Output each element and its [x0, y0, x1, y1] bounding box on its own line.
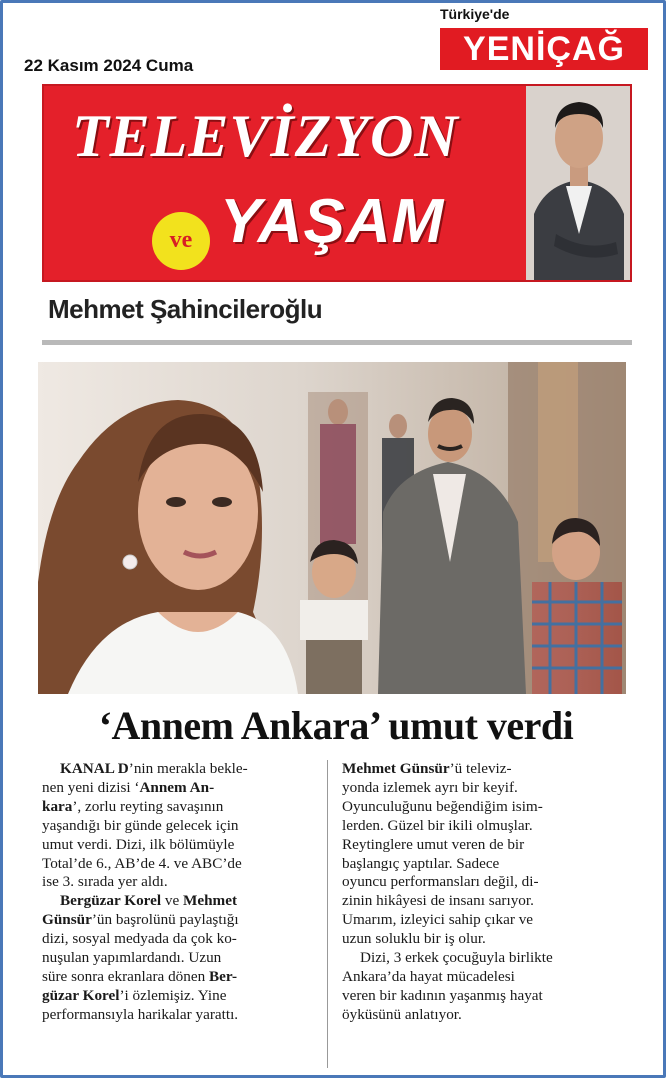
text-line: güzar Korel’i özlemişiz. Yine [42, 986, 227, 1004]
section-connector-badge: ve [152, 212, 210, 270]
text-line: nen yeni dizisi ‘Annem An- [42, 778, 215, 796]
author-photo [526, 84, 632, 282]
text-line: Umarım, izleyici sahip çıkar ve [342, 911, 534, 929]
section-banner [42, 84, 632, 282]
column-divider [327, 760, 328, 1068]
text-line: Total’de 6., AB’de 4. ve ABC’de [42, 854, 242, 872]
article-column-right [342, 760, 610, 1025]
article-column-left [42, 760, 310, 1025]
text-line: başlangıç yaptılar. Sadece [342, 854, 500, 872]
text-line: uzun soluklu bir iş olur. [342, 930, 486, 948]
text-line: dizi, sosyal medyada da çok ko- [42, 930, 237, 948]
text-line: Oyunculuğunu beğendiğim isim- [342, 797, 543, 815]
text-line: yonda izlemek ayrı bir keyif. [342, 778, 518, 796]
text-line: yaşandığı bir günde gelecek için [42, 816, 239, 834]
text-line: Günsür’ün başrolünü paylaştığı [42, 911, 239, 929]
text-line: umut verdi. Dizi, ilk bölümüyle [42, 835, 235, 853]
text-line: Ankara’da hayat mücadelesi [342, 967, 515, 985]
article-photo [38, 362, 626, 694]
text-line: Reytinglere umut veren de bir [342, 835, 525, 853]
author-byline: Mehmet Şahincileroğlu [48, 294, 323, 324]
text-line: nuşulan yapımlardandı. Uzun [42, 949, 222, 967]
text-line: lerden. Güzel bir ikili olmuşlar. [342, 816, 533, 834]
section-title-line1: TELEVİZYON [72, 103, 459, 169]
text-line: performansıyla harikalar yarattı. [42, 1005, 239, 1023]
section-title-line2: YAŞAM [220, 187, 445, 256]
text-line: süre sonra ekranlara dönen Ber- [42, 967, 238, 985]
brand-logo: YENİÇAĞ [440, 28, 648, 70]
text-line: Mehmet Günsür’ü televiz- [342, 760, 512, 777]
text-line: öyküsünü anlatıyor. [342, 1005, 462, 1023]
text-line: ise 3. sırada yer aldı. [42, 873, 168, 891]
text-line: Bergüzar Korel ve Mehmet [60, 892, 238, 910]
text-line: Dizi, 3 erkek çocuğuyla birlikte [360, 949, 553, 967]
text-line: veren bir kadının yaşanmış hayat [342, 986, 543, 1004]
text-line: KANAL D’nin merakla bekle- [60, 760, 248, 777]
byline-divider [42, 340, 632, 345]
text-line: zinin hikâyesi de insanı sarıyor. [342, 892, 534, 910]
brand-tagline: Türkiye'de [440, 6, 510, 22]
article-headline: ‘Annem Ankara’ umut verdi [98, 703, 574, 748]
text-line: oyuncu performansları değil, di- [342, 873, 539, 891]
newspaper-brand [440, 6, 648, 70]
text-line: kara’, zorlu reyting savaşının [42, 797, 224, 815]
publication-date: 22 Kasım 2024 Cuma [24, 56, 194, 75]
